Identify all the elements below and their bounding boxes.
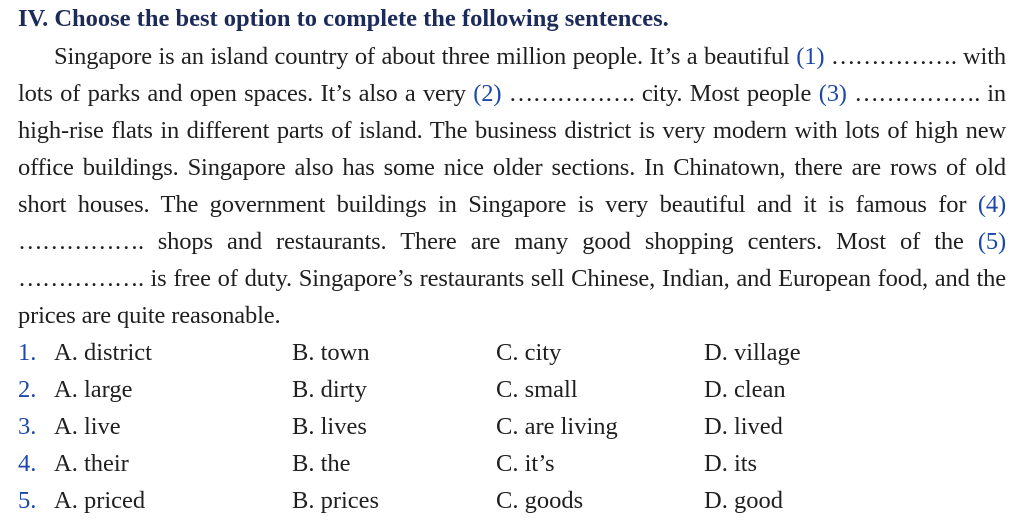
passage-text-4: in high-rise flats in different parts of island. The business district is very modern with lots of high new office buildings. Singapore also has some nice older sections. In Chinatown, there are rows of old short houses. The government buildings in Singapore is very beautiful and it is famous for bbox=[18, 80, 1006, 218]
question-number: 1. bbox=[18, 339, 37, 366]
option-c[interactable]: C. it’s bbox=[496, 450, 555, 477]
blank-5[interactable]: ……………. bbox=[18, 265, 144, 292]
blank-number-5: (5) bbox=[977, 228, 1007, 255]
question-row-4 bbox=[18, 445, 1006, 482]
option-a[interactable]: A. their bbox=[54, 450, 129, 477]
exercise-page bbox=[18, 0, 1006, 520]
question-row-2 bbox=[18, 371, 1006, 408]
blank-number-4: (4) bbox=[977, 191, 1006, 218]
blank-1[interactable]: ……………. bbox=[830, 43, 957, 70]
question-row-1 bbox=[18, 334, 1006, 371]
option-c[interactable]: C. goods bbox=[496, 487, 584, 514]
question-number: 3. bbox=[18, 413, 37, 440]
question-number: 4. bbox=[18, 450, 37, 477]
passage-text-3: city. Most people bbox=[641, 80, 812, 107]
passage-text-2: with lots of parks and open spaces. It’s also a very bbox=[18, 43, 1006, 107]
question-row-5 bbox=[18, 482, 1006, 519]
option-c[interactable]: C. small bbox=[496, 376, 578, 403]
option-a[interactable]: A. large bbox=[54, 376, 133, 403]
blank-number-2: (2) bbox=[473, 80, 502, 107]
option-b[interactable]: B. prices bbox=[292, 487, 380, 514]
option-c[interactable]: C. are living bbox=[496, 413, 618, 440]
blank-4[interactable]: ……………. bbox=[18, 228, 144, 255]
option-d[interactable]: D. village bbox=[704, 339, 801, 366]
blank-number-3: (3) bbox=[818, 80, 847, 107]
exercise-heading: IV. Choose the best option to complete the following sentences. bbox=[18, 5, 669, 32]
blank-3[interactable]: ……………. bbox=[854, 80, 980, 107]
option-d[interactable]: D. clean bbox=[704, 376, 786, 403]
option-a[interactable]: A. live bbox=[54, 413, 121, 440]
option-d[interactable]: D. good bbox=[704, 487, 783, 514]
option-b[interactable]: B. dirty bbox=[292, 376, 367, 403]
option-b[interactable]: B. the bbox=[292, 450, 351, 477]
blank-2[interactable]: ……………. bbox=[508, 80, 635, 107]
option-a[interactable]: A. priced bbox=[54, 487, 146, 514]
question-number: 2. bbox=[18, 376, 37, 403]
option-c[interactable]: C. city bbox=[496, 339, 562, 366]
question-row-3 bbox=[18, 408, 1006, 445]
option-d[interactable]: D. its bbox=[704, 450, 758, 477]
option-d[interactable]: D. lived bbox=[704, 413, 783, 440]
passage-text-5: shops and restaurants. There are many good shopping centers. Most of the bbox=[157, 228, 964, 255]
reading-passage bbox=[18, 38, 1006, 334]
question-number: 5. bbox=[18, 487, 37, 514]
passage-text-1: Singapore is an island country of about three million people. It’s a beautiful bbox=[54, 43, 790, 70]
blank-number-1: (1) bbox=[796, 43, 825, 70]
option-b[interactable]: B. town bbox=[292, 339, 370, 366]
option-b[interactable]: B. lives bbox=[292, 413, 367, 440]
answer-options bbox=[18, 334, 1006, 519]
option-a[interactable]: A. district bbox=[54, 339, 152, 366]
passage-text-6: is free of duty. Singapore’s restaurants sell Chinese, Indian, and European food, and the prices are quite reasonable. bbox=[18, 265, 1006, 329]
